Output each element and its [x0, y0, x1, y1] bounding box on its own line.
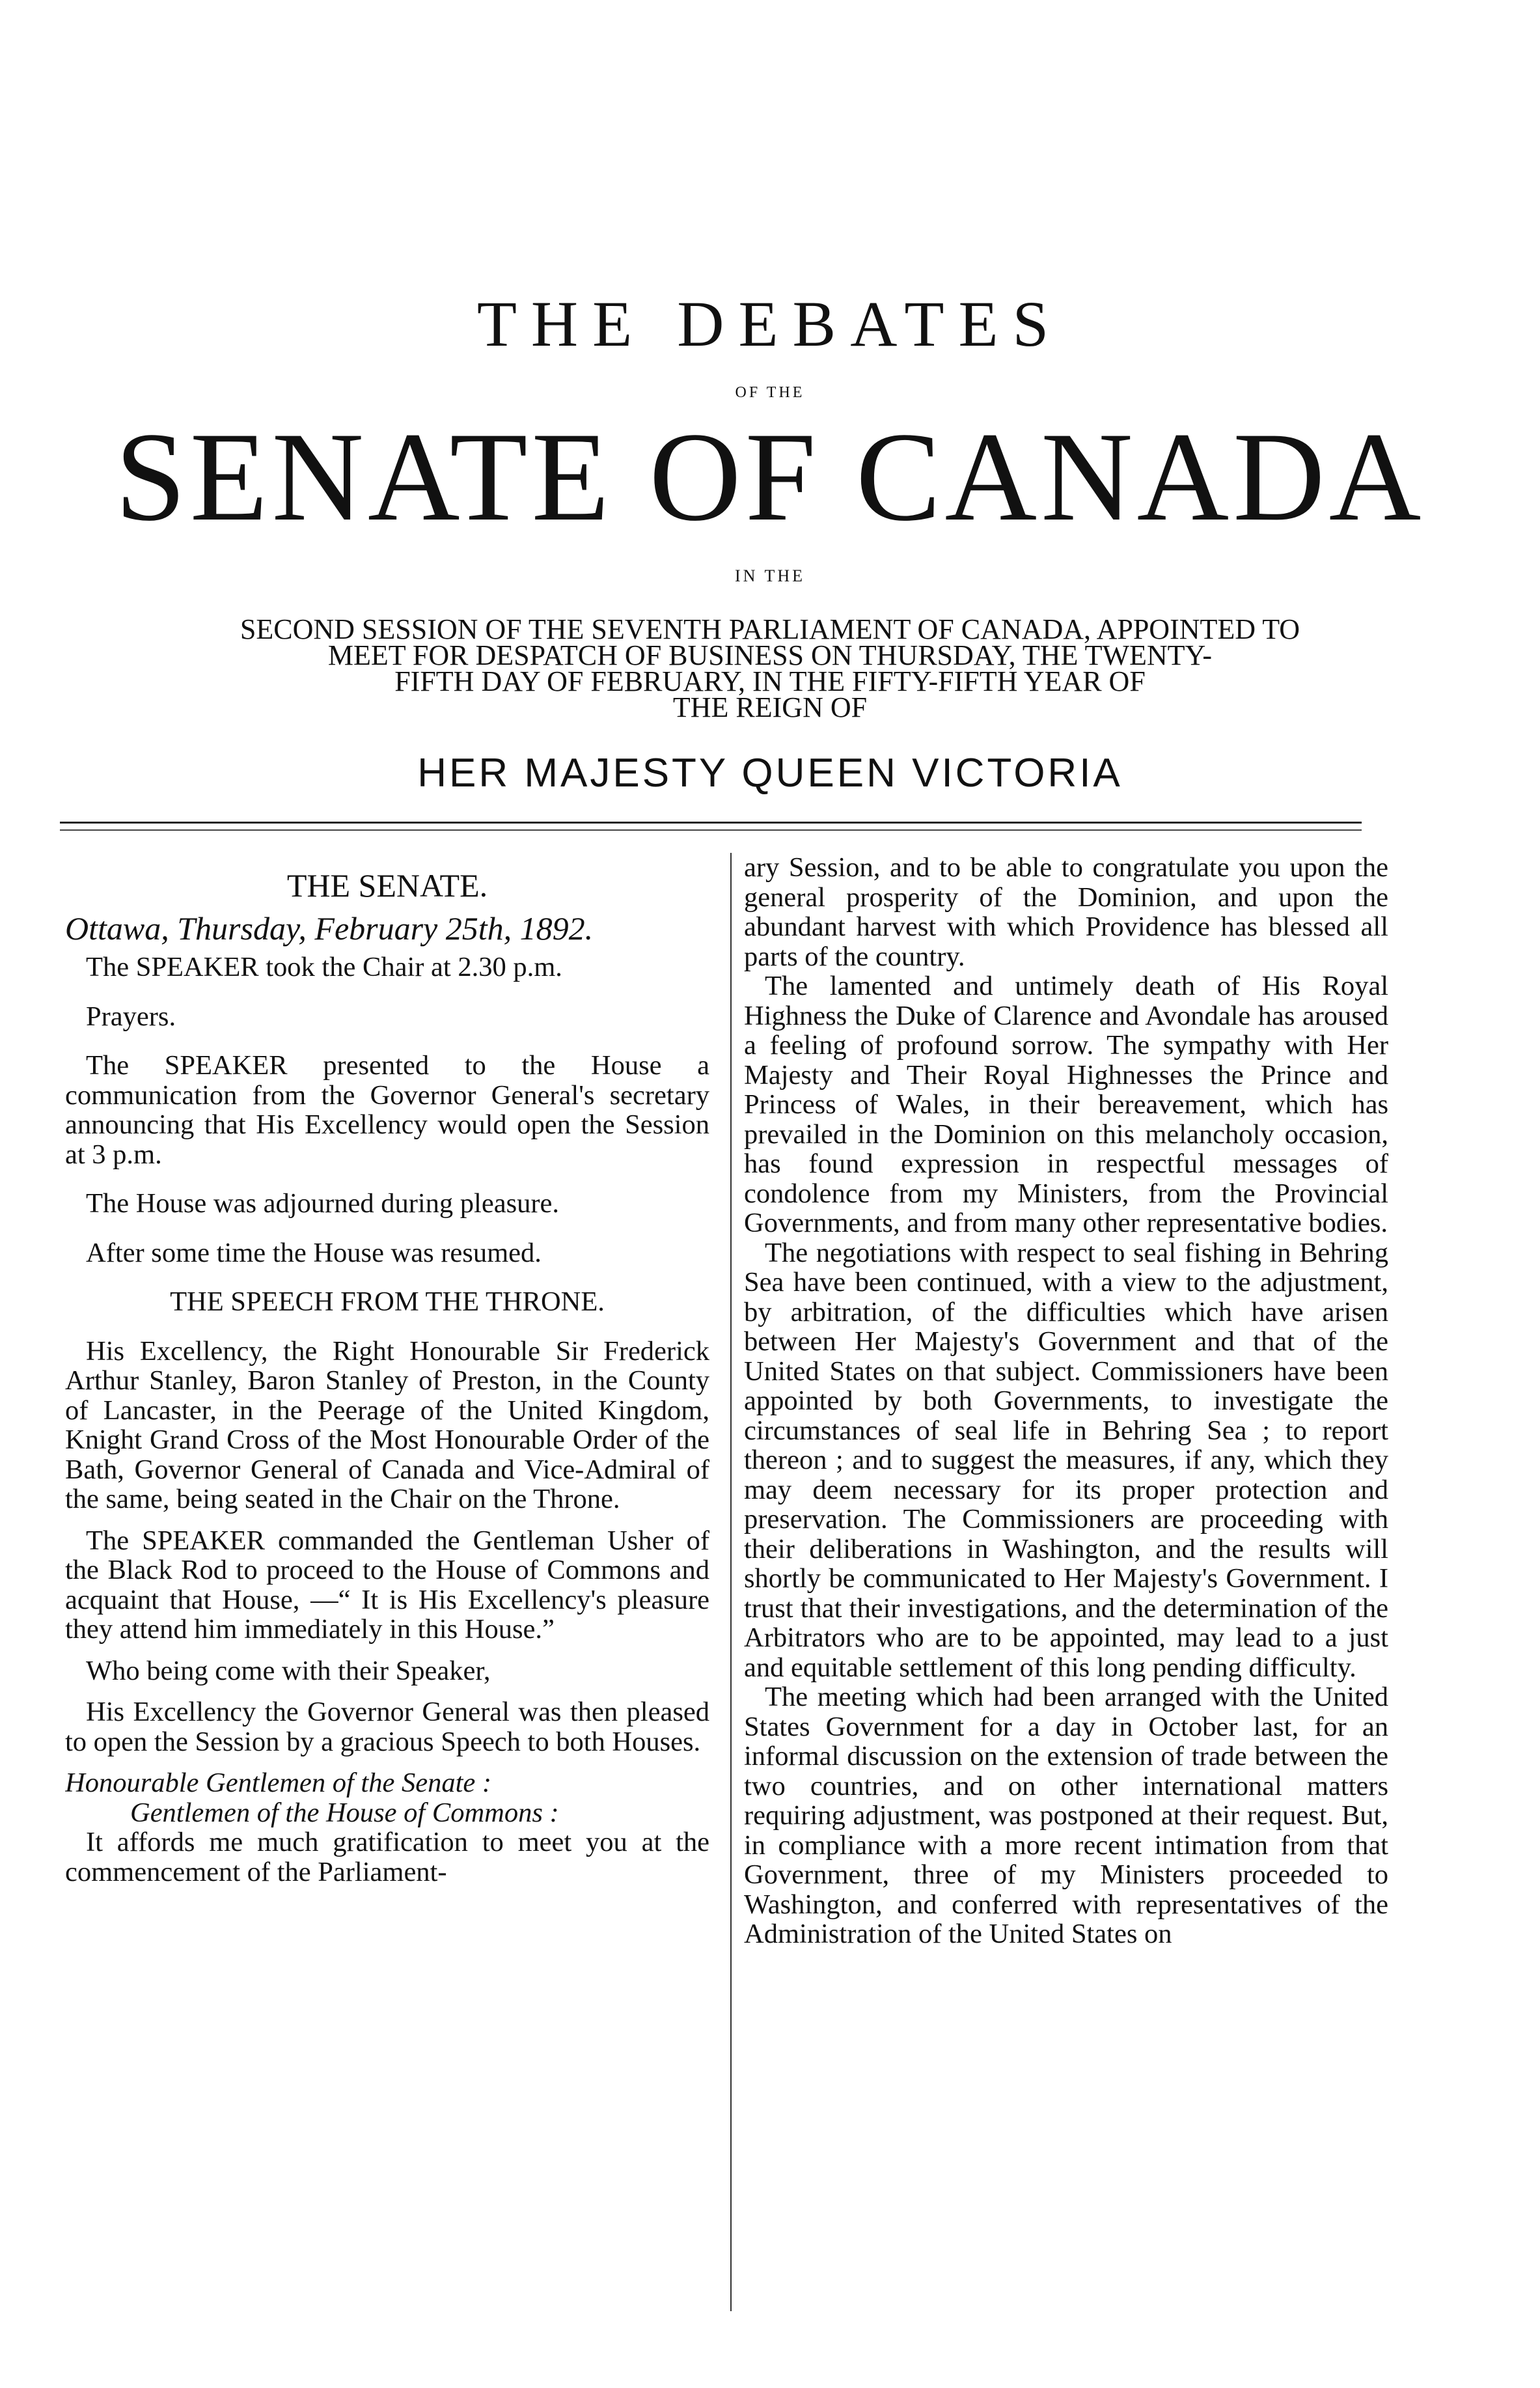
session-line-2: MEET FOR DESPATCH OF BUSINESS ON THURSDAY, THE TWENTY- — [327, 639, 1213, 671]
left-column — [65, 853, 709, 2318]
throne-heading: THE SPEECH FROM THE THRONE. — [170, 1286, 605, 1317]
title-senate-of-canada: SENATE OF CANADA — [115, 406, 1425, 548]
commanded-paragraph: The SPEAKER commanded the Gentleman Usher of the Black Rod to proceed to the House of Commons and acquaint that House, —“ It is His Excellency's pleasure they attend him immediately in this House.” — [65, 1525, 709, 1645]
session-line-1: SECOND SESSION OF THE SEVENTH PARLIAMENT OF CANADA, APPOINTED TO — [240, 613, 1300, 645]
resumed-text: After some time the House was resumed. — [86, 1237, 542, 1268]
right-paragraph-1: ary Session, and to be able to congratulate you upon the general prosperity of the Dominion, and upon the abundant harvest with which Providence has blessed all parts of the country. — [744, 853, 1388, 972]
adjourned-text: The House was adjourned during pleasure. — [86, 1188, 560, 1219]
excellency-paragraph: His Excellency, the Right Honourable Sir Frederick Arthur Stanley, Baron Stanley of Preston, in the County of Lancaster, in the Peerage of the United Kingdom, Knight Grand Cross of the Most Honourable Order of the Bath, Governor General of Canada and Vice-Admiral of the same, being seated in the Chair on the Throne. — [65, 1335, 709, 1514]
header-rule-top — [60, 822, 1362, 824]
affords-paragraph: It affords me much gratification to meet you at the commencement of the Parliament- — [65, 1827, 709, 1887]
title-of-the: OF THE — [735, 384, 805, 401]
header-rule-bottom — [60, 829, 1362, 831]
salutation-commons: Gentlemen of the House of Commons : — [130, 1797, 559, 1828]
title-debates: THE DEBATES — [476, 288, 1064, 360]
who-being-text: Who being come with their Speaker, — [86, 1655, 491, 1686]
column-divider — [730, 853, 732, 2311]
speaker-chair-text: The SPEAKER took the Chair at 2.30 p.m. — [86, 952, 562, 982]
right-paragraph-2: The lamented and untimely death of His Royal Highness the Duke of Clarence and Avondale has aroused a feeling of profound sorrow. The sympathy with Her Majesty and Their Royal Highnesses the Prince and Princess of Wales, in their bereavement, which has prevailed in the Dominion on this melancholy occasion, has found expression in respectful messages of condolence from my Ministers, from the Provincial Governments, and from many other representative bodies. — [744, 971, 1388, 1238]
session-line-4: THE REIGN OF — [672, 691, 868, 723]
right-paragraph-3: The negotiations with respect to seal fishing in Behring Sea have been continued, with a view to the adjustment, by arbitration, of the difficulties which have arisen between Her Majesty's Government and that of the United States on that subject. Commissioners have been appointed by both Governments, to investigate the circumstances of seal life in Behring Sea ; to report thereon ; and to suggest the measures, if any, which they may deem necessary for its proper protection and preservation. The Commissioners are proceeding with their deliberations in Washington, and the results will shortly be communicated to Her Majesty's Government. I trust that their investigations, and the determination of the Arbitrators who are to be appointed, may lead to a just and equitable settlement of this long pending difficulty. — [744, 1237, 1388, 1683]
pleased-paragraph: His Excellency the Governor General was then pleased to open the Session by a gracious Speech to both Houses. — [65, 1697, 709, 1757]
title-in-the: IN THE — [734, 566, 805, 585]
title-her-majesty: HER MAJESTY QUEEN VICTORIA — [417, 751, 1123, 796]
senate-heading: THE SENATE. — [286, 867, 488, 904]
right-column — [744, 853, 1388, 2318]
right-paragraph-4: The meeting which had been arranged with the United States Government for a day in October last, for an informal discussion on the extension of trade between the two countries, and on other international matters requiring adjustment, was postponed at their request. But, in compliance with a more recent intimation from that Government, three of my Ministers proceeded to Washington, and conferred with representatives of the Administration of the United States on — [744, 1682, 1388, 1949]
salutation-senate: Honourable Gentlemen of the Senate : — [65, 1768, 492, 1798]
date-line: Ottawa, Thursday, February 25th, 1892. — [65, 909, 594, 947]
presented-paragraph: The SPEAKER presented to the House a communication from the Governor General's secretary announcing that His Excellency would open the Session at 3 p.m. — [65, 1050, 709, 1170]
prayers-text: Prayers. — [86, 1001, 176, 1032]
session-line-3: FIFTH DAY OF FEBRUARY, IN THE FIFTY-FIFTH YEAR OF — [394, 665, 1146, 697]
